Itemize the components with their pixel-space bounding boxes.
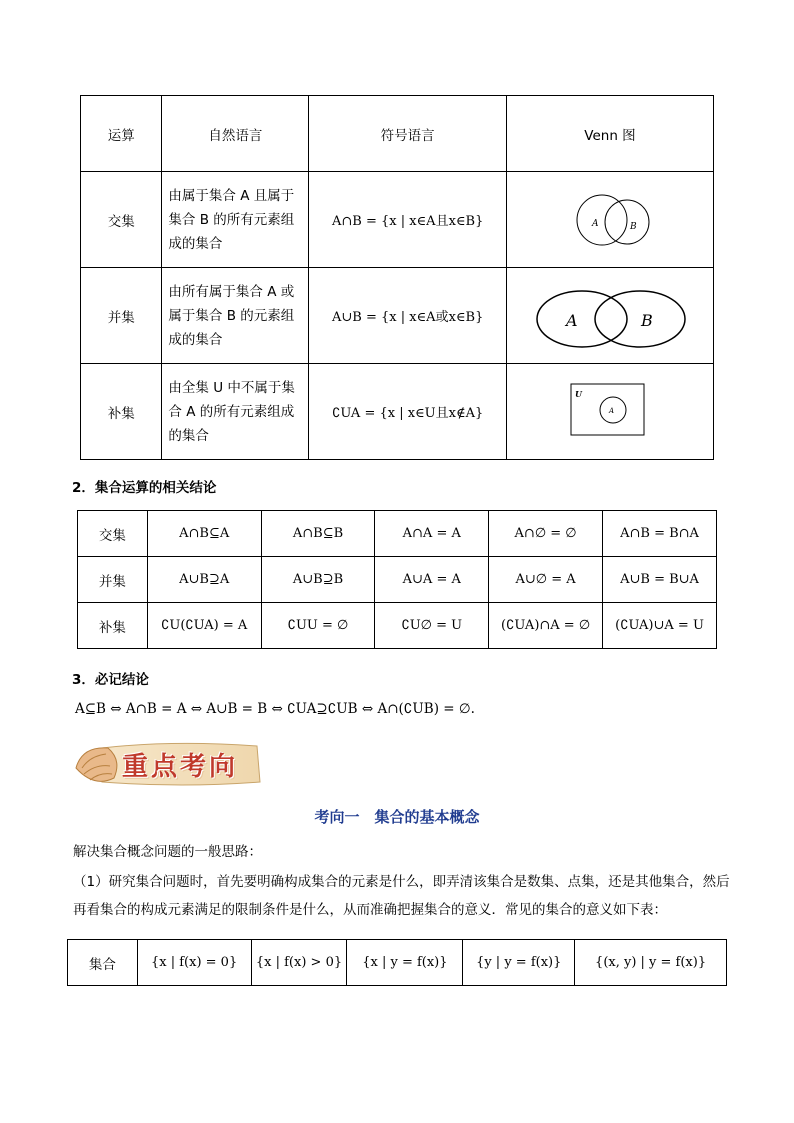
operations-table — [80, 95, 714, 460]
venn-label-b: B — [640, 311, 653, 330]
set-cell: {(x, y) | y = f(x)} — [575, 940, 727, 986]
section-2-title: 2．集合运算的相关结论 — [72, 480, 217, 496]
table-row — [78, 557, 717, 603]
row-label: 集合 — [68, 940, 138, 986]
natural-text: 由属于集合 A 且属于集合 B 的所有元素组成的集合 — [162, 172, 309, 268]
op-label: 补集 — [81, 364, 162, 460]
venn-label-a: A — [565, 311, 578, 330]
header-symbol-language: 符号语言 — [309, 96, 507, 172]
formula-cell: A∩B = B∩A — [603, 511, 717, 557]
conclusions-table — [77, 510, 717, 649]
header-venn: Venn 图 — [506, 96, 713, 172]
formula-cell: A∪A = A — [375, 557, 489, 603]
key-conclusion-formula: A⊆B ⇔ A∩B = A ⇔ A∪B = B ⇔ ∁UA⊇∁UB ⇔ A∩(∁UB) = ∅. — [75, 701, 475, 717]
venn-cell — [506, 364, 713, 460]
formula-cell: A∩B⊆B — [261, 511, 375, 557]
table-row — [81, 172, 714, 268]
row-label: 并集 — [78, 557, 148, 603]
formula-cell: (∁UA)∪A = U — [603, 603, 717, 649]
set-cell: {y | y = f(x)} — [463, 940, 575, 986]
table-header-row — [81, 96, 714, 172]
formula-cell: A∪B⊇A — [147, 557, 261, 603]
table-row — [81, 268, 714, 364]
header-operation: 运算 — [81, 96, 162, 172]
formula-cell: A∪B = B∪A — [603, 557, 717, 603]
venn-cell — [506, 268, 713, 364]
natural-text: 由所有属于集合 A 或属于集合 B 的元素组成的集合 — [162, 268, 309, 364]
body-paragraph: （1）研究集合问题时，首先要明确构成集合的元素是什么，即弄清该集合是数集、点集，还是其他集合，然后再看集合的构成元素满足的限制条件是什么，从而准确把握集合的意义．常见的集合的意义如下表： — [73, 874, 730, 918]
table-row — [68, 940, 727, 986]
venn-label-a: A — [591, 219, 599, 229]
formula-cell: A∪∅ = A — [489, 557, 603, 603]
header-natural-language: 自然语言 — [162, 96, 309, 172]
op-label: 并集 — [81, 268, 162, 364]
banner-title: 重点考向 — [122, 752, 239, 782]
set-meaning-table — [67, 939, 727, 986]
formula-cell: ∁U(∁UA) = A — [147, 603, 261, 649]
symbol-text: ∁UA = {x | x∈U且x∉A} — [309, 364, 507, 460]
formula-cell: A∩B⊆A — [147, 511, 261, 557]
formula-cell: A∪B⊇B — [261, 557, 375, 603]
formula-cell: (∁UA)∩A = ∅ — [489, 603, 603, 649]
formula-cell: A∩∅ = ∅ — [489, 511, 603, 557]
venn-label-b: B — [629, 222, 637, 232]
venn-label-u: U — [574, 389, 582, 399]
set-cell: {x | f(x) = 0} — [137, 940, 251, 986]
row-label: 交集 — [78, 511, 148, 557]
op-label: 交集 — [81, 172, 162, 268]
symbol-text: A∪B = {x | x∈A或x∈B} — [309, 268, 507, 364]
intro-paragraph: 解决集合概念问题的一般思路： — [73, 844, 262, 860]
intersection-venn-diagram — [507, 172, 713, 267]
symbol-text: A∩B = {x | x∈A且x∈B} — [309, 172, 507, 268]
set-cell: {x | f(x) > 0} — [251, 940, 347, 986]
table-row — [78, 511, 717, 557]
natural-text: 由全集 U 中不属于集合 A 的所有元素组成的集合 — [162, 364, 309, 460]
key-points-banner — [72, 738, 262, 788]
formula-cell: A∩A = A — [375, 511, 489, 557]
venn-cell — [506, 172, 713, 268]
complement-venn-diagram — [507, 364, 713, 459]
formula-cell: ∁UU = ∅ — [261, 603, 375, 649]
table-row — [78, 603, 717, 649]
venn-label-a: A — [608, 407, 615, 415]
row-label: 补集 — [78, 603, 148, 649]
section-3-title: 3．必记结论 — [72, 672, 149, 688]
table-row — [81, 364, 714, 460]
set-cell: {x | y = f(x)} — [347, 940, 463, 986]
union-venn-diagram — [507, 268, 713, 363]
formula-cell: ∁U∅ = U — [375, 603, 489, 649]
section-heading: 考向一 集合的基本概念 — [314, 808, 480, 826]
